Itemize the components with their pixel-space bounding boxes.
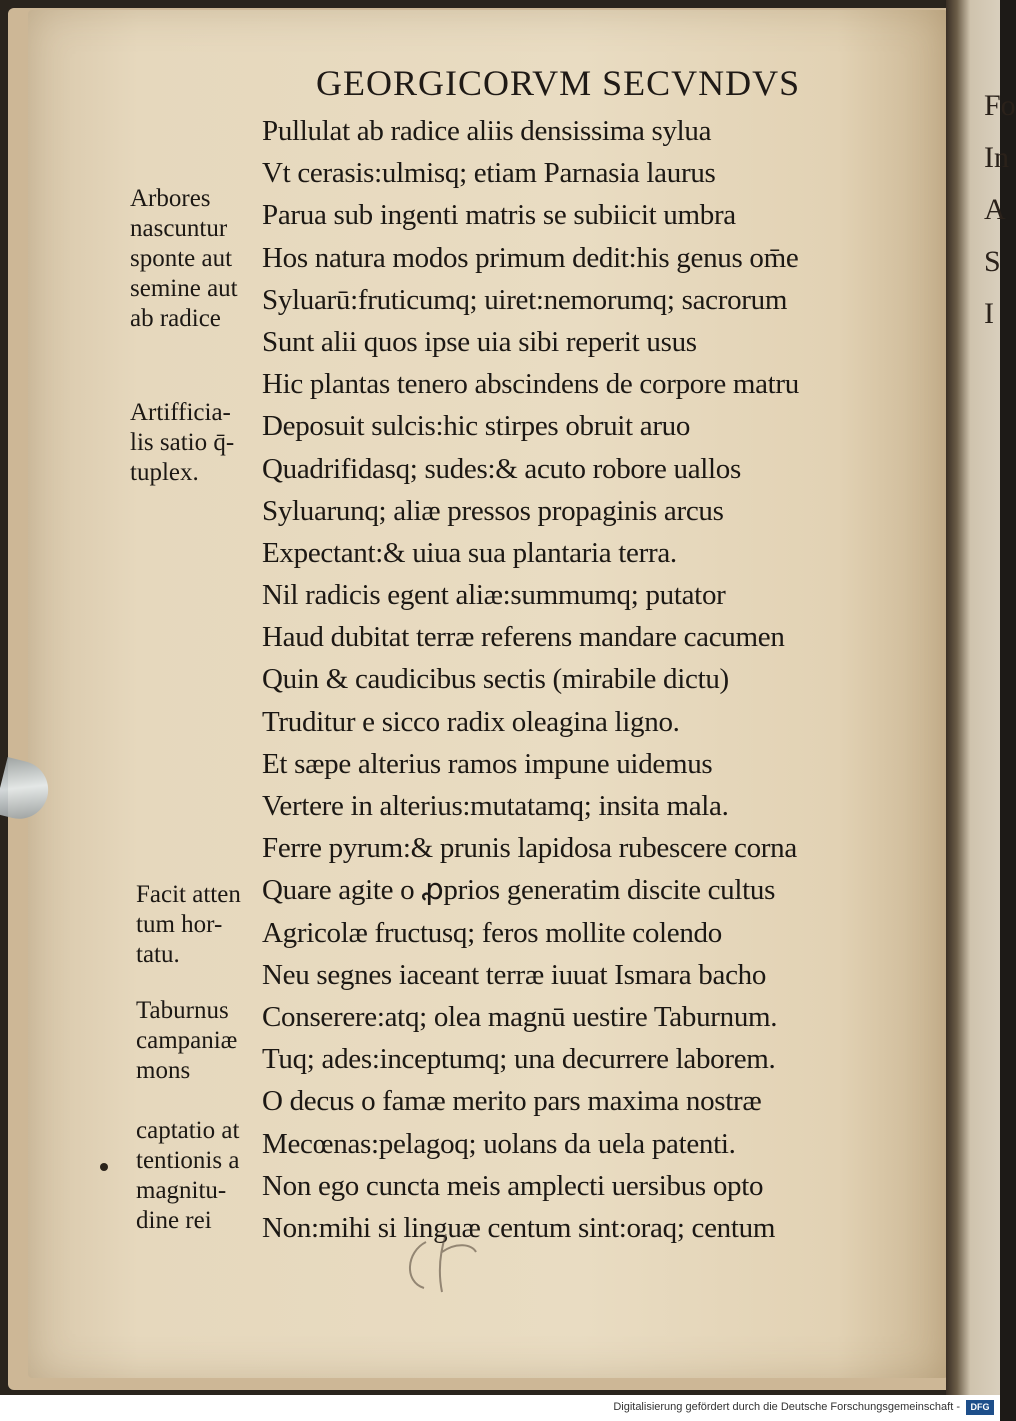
verse-line: Quin & caudicibus sectis (mirabile dictu)	[262, 663, 729, 696]
margin-gloss-taburnus	[136, 996, 237, 1086]
margin-gloss-satio	[130, 398, 234, 488]
verse-line: Ferre pyrum:& prunis lapidosa rubescere corna	[262, 832, 797, 865]
next-page-line: A	[984, 193, 1006, 226]
verse-line: O decus o famæ merito pars maxima nostræ	[262, 1085, 762, 1118]
gloss-line: ab radice	[130, 305, 221, 332]
verse-line: Haud dubitat terræ referens mandare cacumen	[262, 621, 785, 654]
gloss-line: tuplex.	[130, 459, 199, 486]
gloss-line: nascuntur	[130, 215, 228, 242]
gloss-line: magnitu-	[136, 1177, 227, 1204]
margin-gloss-hortatu	[136, 880, 241, 970]
verse-line: Et sæpe alterius ramos impune uidemus	[262, 747, 713, 780]
margin-gloss-captatio	[136, 1116, 239, 1236]
verse-line: Parua sub ingenti matris se subiicit umbra	[262, 199, 736, 232]
funding-credit: Digitalisierung gefördert durch die Deutsche Forschungsgemeinschaft -	[613, 1401, 960, 1413]
verse-line: Agricolæ fructusq; feros mollite colendo	[262, 916, 722, 949]
gloss-line: captatio at	[136, 1117, 240, 1144]
next-page-fragment	[984, 80, 1014, 340]
verse-line: Neu segnes iaceant terræ iuuat Ismara bacho	[262, 958, 767, 991]
verse-line: Quadrifidasq; sudes:& acuto robore uallos	[262, 452, 741, 485]
gloss-line: Taburnus	[136, 997, 229, 1024]
verse-line: Non:mihi si linguæ centum sint:oraq; centum	[262, 1211, 776, 1244]
verse-line: Pullulat ab radice aliis densissima sylua	[262, 115, 712, 147]
verse-line: Truditur e sicco radix oleagina ligno.	[262, 705, 680, 738]
digitization-footer	[0, 1395, 1000, 1421]
gloss-line: Artifficia-	[130, 399, 231, 426]
next-page-line: S	[984, 245, 1001, 278]
verse-line: Expectant:& uiua sua plantaria terra.	[262, 536, 677, 569]
verse-text	[262, 110, 882, 1249]
verse-line: Tuq; ades:inceptumq; una decurrere laborem.	[262, 1043, 776, 1076]
verse-line: Deposuit sulcis:hic stirpes obruit aruo	[262, 410, 691, 443]
margin-gloss-arbores	[130, 184, 238, 334]
verse-line: Conserere:atq; olea magnū uestire Taburnum.	[262, 1000, 778, 1033]
next-page-line: In	[984, 141, 1009, 174]
verse-line: Non ego cuncta meis amplecti uersibus opto	[262, 1169, 764, 1202]
verse-line: Syluarunq; aliæ pressos propaginis arcus	[262, 494, 724, 527]
verse-line: Sunt alii quos ipse uia sibi reperit usus	[262, 325, 697, 358]
gloss-line: sponte aut	[130, 245, 233, 272]
verse-line: Quare agite o ꝓprios generatim discite cultus	[262, 874, 776, 907]
gloss-line: semine aut	[130, 275, 238, 302]
verse-line: Syluarū:fruticumq; uiret:nemorumq; sacrorum	[262, 283, 788, 316]
gloss-line: Facit atten	[136, 881, 241, 908]
next-page-line: I	[984, 297, 994, 330]
verse-line: Hic plantas tenero abscindens de corpore matru	[262, 368, 799, 401]
gloss-line: dine rei	[136, 1207, 212, 1234]
gloss-line: campaniæ	[136, 1027, 238, 1054]
gloss-line: tum hor-	[136, 911, 223, 938]
verse-line: Vt cerasis:ulmisq; etiam Parnasia laurus	[262, 157, 716, 190]
gloss-line: tatu.	[136, 941, 180, 968]
dfg-logo: DFG	[966, 1400, 994, 1415]
gloss-line: tentionis a	[136, 1147, 240, 1174]
verse-line: Nil radicis egent aliæ:summumq; putator	[262, 579, 726, 612]
gloss-line: lis satio q̄-	[130, 429, 235, 456]
page-title: GEORGICORVM SECVNDVS	[316, 63, 801, 103]
handwritten-mark	[396, 1222, 486, 1302]
ink-dot	[100, 1163, 108, 1171]
verse-line: Hos natura modos primum dedit:his genus om̄e	[262, 241, 799, 274]
verse-line: Mecœnas:pelagoq; uolans da uela patenti.	[262, 1127, 736, 1160]
gloss-line: Arbores	[130, 185, 211, 212]
gloss-line: mons	[136, 1057, 191, 1084]
next-page-line: Fo	[984, 89, 1016, 122]
verse-line: Vertere in alterius:mutatamq; insita mala.	[262, 790, 729, 822]
